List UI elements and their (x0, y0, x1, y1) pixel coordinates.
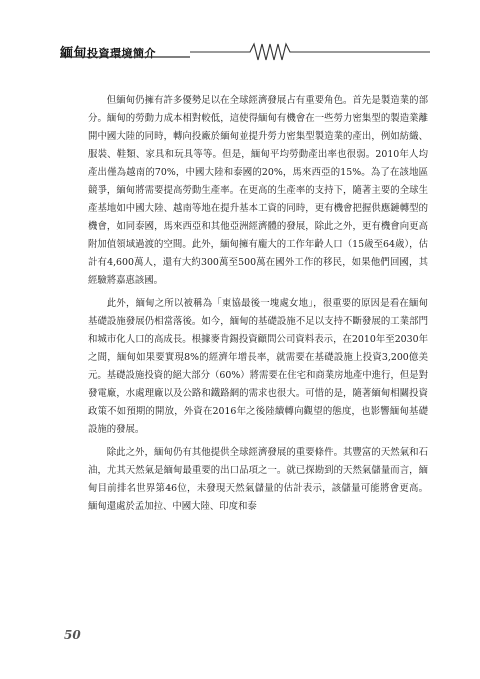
header-title-sub: 投資環境簡介 (87, 47, 157, 60)
paragraph: 此外，緬甸之所以被稱為「東協最後一塊處女地」，很重要的原因是看在緬甸基礎設施發展仍相當落後。如今，緬甸的基礎設施不足以支持不斷發展的工業部門和城市化人口的高成長。根據麥肯錫投資顧問公司資料表示，在2010年至2030年之間，緬甸如果要實現8%的經濟年增長率，就需要在基礎設施上投資3,200億美元。基礎設施投資的絕大部分（60%）將需要在住宅和商業房地產中進行，但是對發電廠，水處理廠以及公路和鐵路網的需求也很大。可惜的是，隨著緬甸相關投資政策不如預期的開放，外資在2016年之後陸續轉向觀望的態度，也影響緬甸基礎設施的發展。 (88, 298, 428, 435)
header-heartbeat-rule (60, 40, 430, 62)
header-title-main: 緬甸 (60, 46, 88, 61)
paragraph: 但緬甸仍擁有許多優勢足以在全球經濟發展占有重要角色。首先是製造業的部分。緬甸的勞動力成本相對較低，這使得緬甸有機會在一些勞力密集型的製造業離開中國大陸的同時，轉向投廠於緬甸並提升勞力密集型製造業的產出，例如紡織、服裝、鞋類、家具和玩具等等。但是，緬甸平均勞動產出率也很弱。2010年人均產出僅為越南的70%，中國大陸和泰國的20%，馬來西亞的15%。為了在該地區競爭，緬甸將需要提高勞動生產率。在更高的生產率的支持下，隨著主要的全球生產基地如中國大陸、越南等地在提升基本工資的同時，更有機會把握供應鏈轉型的機會，如同泰國，馬來西亞和其他亞洲經濟體的發展，除此之外，更有機會向更高附加值領域過渡的空間。此外，緬甸擁有龐大的工作年齡人口（15歲至64歲），估計有4,600萬人，還有大約300萬至500萬在國外工作的移民，如果他們回國，其經驗將嘉惠該國。 (88, 95, 428, 286)
body-text (88, 92, 428, 516)
page-number: 50 (64, 628, 81, 642)
running-header (60, 40, 430, 62)
paragraph: 除此之外，緬甸仍有其他提供全球經濟發展的重要條件。其豐富的天然氣和石油，尤其天然氣是緬甸最重要的出口品項之一。就已探勘到的天然氣儲量而言，緬甸目前排名世界第46位，未發現天然氣儲量的估計表示，該儲量可能將會更高。緬甸還處於孟加拉、中國大陸、印度和泰 (88, 447, 428, 512)
